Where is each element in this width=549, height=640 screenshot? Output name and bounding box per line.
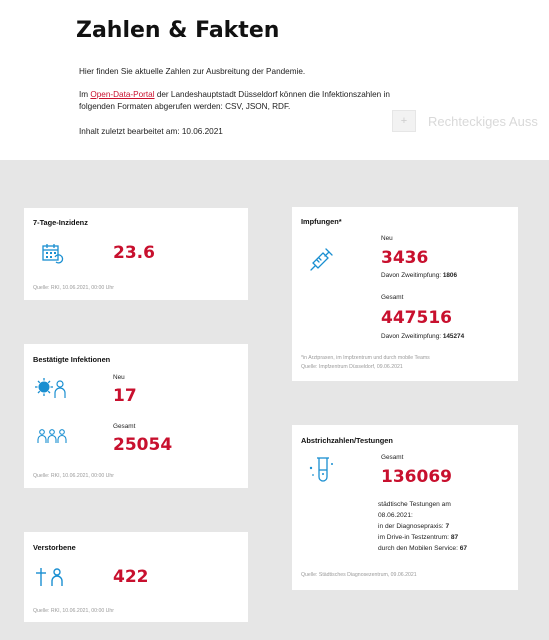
new-label: Neu [381,235,393,242]
incidence-card [24,208,248,300]
source-note: Quelle: RKI, 10.06.2021, 00:00 Uhr [33,285,115,291]
infections-card [24,344,248,488]
card-title: Verstorbene [33,543,76,552]
total-label: Gesamt [113,423,136,430]
new-second-dose: Davon Zweitimpfung: 1806 [381,272,458,279]
vaccinations-footnote: *in Arztpraxen, im Impfzentrum und durch mobile Teams [301,355,430,361]
vaccinations-card [292,207,518,381]
tests-card [292,425,518,590]
header-section [0,0,549,160]
incidence-value: 23.6 [113,243,155,263]
open-data-portal-link[interactable]: Open-Data-Portal [90,90,155,99]
deaths-value: 422 [113,567,149,587]
test-tube-icon [308,456,334,484]
cross-person-icon [35,566,67,588]
intro-text: Hier finden Sie aktuelle Zahlen zur Ausbreitung der Pandemie. [79,67,306,76]
rectangle-select-icon: + [392,110,416,132]
source-note: Quelle: RKI, 10.06.2021, 00:00 Uhr [33,608,115,614]
source-note: Quelle: Städtisches Diagnosezentrum, 09.06.2021 [301,572,417,578]
calendar-refresh-icon [41,242,65,266]
tests-total-value: 136069 [381,467,452,487]
total-second-dose: Davon Zweitimpfung: 145274 [381,333,465,340]
card-title: Bestätigte Infektionen [33,355,111,364]
syringe-icon [309,246,335,272]
card-title: 7-Tage-Inzidenz [33,218,88,227]
virus-person-icon [35,376,67,400]
card-title: Impfungen* [301,217,342,226]
total-label: Gesamt [381,294,404,301]
vaccinations-new-value: 3436 [381,248,429,268]
deaths-card [24,532,248,622]
new-label: Neu [113,374,125,381]
people-group-icon [37,428,67,446]
municipal-tests-details: städtische Testungen am 08.06.2021: in der Diagnosepraxis: 7 im Drive-in Testzentrum: 87 durch den Mobilen Service: 67 [378,501,468,552]
total-label: Gesamt [381,454,404,461]
vaccinations-total-value: 447516 [381,308,452,328]
infections-new-value: 17 [113,386,137,406]
selection-overlay: + Rechteckiges Auss [392,108,549,134]
last-updated: Inhalt zuletzt bearbeitet am: 10.06.2021 [79,127,223,136]
page-title: Zahlen & Fakten [76,18,280,43]
intro-formats: folgenden Formaten abgerufen werden: CSV, JSON, RDF. [79,102,291,111]
infections-total-value: 25054 [113,435,173,455]
card-title: Abstrichzahlen/Testungen [301,436,393,445]
source-note: Quelle: Impfzentrum Düsseldorf, 09.06.2021 [301,364,403,370]
intro-open-data: Im Open-Data-Portal der Landeshauptstadt Düsseldorf können die Infektionszahlen in [79,90,390,99]
source-note: Quelle: RKI, 10.06.2021, 00:00 Uhr [33,473,115,479]
